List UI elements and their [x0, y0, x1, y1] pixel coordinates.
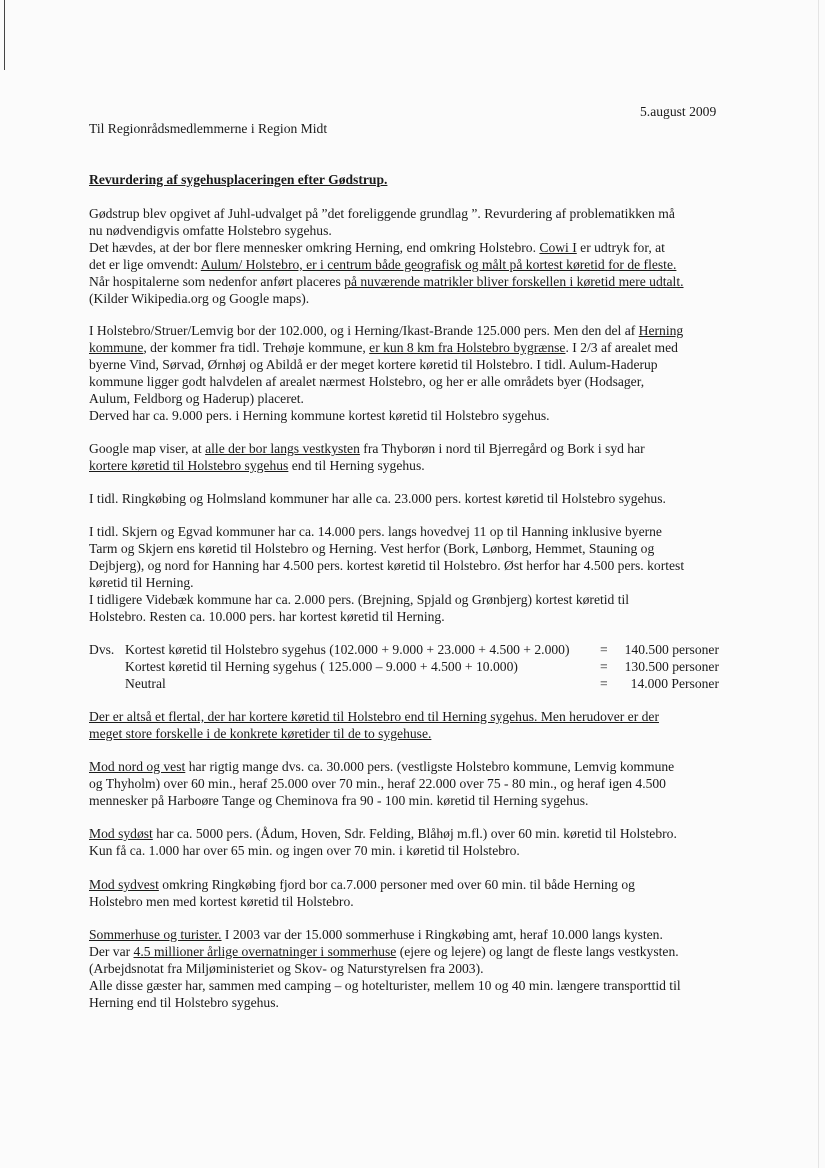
calc-description: Kortest køretid til Herning sygehus ( 125.000 – 9.000 + 4.500 + 10.000) — [125, 659, 518, 674]
p1-line4 — [89, 256, 676, 273]
p5-line3: Dejbjerg), og nord for Hanning har 4.500 pers. kortest køretid til Holstebro. Øst herfor har 4.500 pers. kortest — [89, 558, 685, 573]
underlined-text: på nuværende matrikler bliver forskellen i køretid mere udtalt. — [344, 274, 684, 289]
calc-description: Neutral — [125, 676, 166, 691]
calc-description: Kortest køretid til Holstebro sygehus (102.000 + 9.000 + 23.000 + 4.500 + 2.000) — [125, 642, 570, 657]
p8-line2: Kun få ca. 1.000 har over 65 min. og ingen over 70 min. i køretid til Holstebro. — [89, 843, 520, 858]
p6-line2 — [89, 725, 431, 742]
p10-line4: Alle disse gæster har, sammen med camping – og hotelturister, mellem 10 og 40 min. længere transporttid til — [89, 978, 681, 993]
text-span: end til Herning sygehus. — [288, 458, 425, 473]
p5-line4: køretid til Herning. — [89, 575, 194, 590]
p2-line1 — [89, 322, 683, 339]
scan-edge-line — [818, 0, 819, 1168]
p10-line5: Herning end til Holstebro sygehus. — [89, 995, 279, 1010]
p8-line1 — [89, 825, 677, 842]
underlined-text: Aulum/ Holstebro, er i centrum både geografisk og målt på kortest køretid for de fleste. — [200, 257, 677, 272]
p5-line1: I tidl. Skjern og Egvad kommuner har ca. 14.000 pers. langs hovedvej 11 op til Hanning inklusive byerne — [89, 524, 662, 539]
p7-line3: mennesker på Harboøre Tange og Cheminova fra 90 - 100 min. køretid til Herning sygehus. — [89, 793, 589, 808]
text-span: omkring Ringkøbing fjord bor ca.7.000 personer med over 60 min. til både Herning og — [158, 877, 635, 892]
underlined-text: alle der bor langs vestkysten — [205, 441, 360, 456]
text-span: . I 2/3 af arealet med — [565, 340, 678, 355]
p5-line6: Holstebro. Resten ca. 10.000 pers. har kortest køretid til Herning. — [89, 609, 445, 624]
calc-result: 140.500 personer — [624, 642, 719, 657]
underlined-text: Cowi I — [539, 240, 577, 255]
p2-line4: kommune ligger godt halvdelen af arealet nærmest Holstebro, og her er alle områdets byer (Hodsager, — [89, 374, 645, 389]
p2-line2 — [89, 339, 678, 356]
equals-sign: = — [600, 676, 608, 691]
text-span: I 2003 var der 15.000 sommerhuse i Ringkøbing amt, heraf 10.000 langs kysten. — [221, 927, 663, 942]
p1-line3 — [89, 239, 665, 256]
underlined-text: 4.5 millioner årlige overnatninger i sommerhuse — [133, 944, 397, 959]
text-span: , der kommer fra tidl. Trehøje kommune, — [143, 340, 370, 355]
p10-line1 — [89, 926, 663, 943]
text-span: det er lige omvendt: — [89, 257, 201, 272]
p4-line1: I tidl. Ringkøbing og Holmsland kommuner har alle ca. 23.000 pers. kortest køretid til Holstebro sygehus. — [89, 491, 666, 506]
p2-line6: Derved har ca. 9.000 pers. i Herning kommune kortest køretid til Holstebro sygehus. — [89, 408, 550, 423]
p1-line6: (Kilder Wikipedia.org og Google maps). — [89, 291, 310, 306]
p5-line5: I tidligere Videbæk kommune har ca. 2.000 pers. (Brejning, Spjald og Grønbjerg) kortest køretid til — [89, 592, 630, 607]
p1-line2: nu nødvendigvis omfatte Holstebro sygehus. — [89, 223, 332, 238]
underlined-text: er kun 8 km fra Holstebro bygrænse — [369, 340, 566, 355]
calc-row-neutral — [89, 675, 729, 692]
p9-line2: Holstebro men med kortest køretid til Holstebro. — [89, 894, 354, 909]
p10-line3: (Arbejdsnotat fra Miljøministeriet og Skov- og Naturstyrelsen fra 2003). — [89, 961, 484, 976]
p5-line2: Tarm og Skjern ens køretid til Holstebro og Herning. Vest herfor (Bork, Lønborg, Hemmet, Stauning og — [89, 541, 655, 556]
p10-line2 — [89, 943, 679, 960]
letter-date: 5.august 2009 — [640, 104, 717, 119]
p7-line2: og Thyholm) over 60 min., heraf 25.000 over 70 min., heraf 22.000 over 75 - 80 min., og heraf igen 4.500 — [89, 776, 666, 791]
p1-line5 — [89, 273, 684, 290]
text-span: har rigtig mange dvs. ca. 30.000 pers. (vestligste Holstebro kommune, Lemvig kommune — [185, 759, 675, 774]
text-span: Når hospitalerne som nedenfor anført placeres — [89, 274, 345, 289]
p3-line1 — [89, 440, 645, 457]
text-span: Google map viser, at — [89, 441, 206, 456]
calc-label: Dvs. — [89, 642, 115, 657]
text-span: Det hævdes, at der bor flere mennesker omkring Herning, end omkring Holstebro. — [89, 240, 540, 255]
p2-line3: byerne Vind, Sørvad, Ørnhøj og Abildå er der meget kortere køretid til Holstebro. I tidl. Aulum-Haderup — [89, 357, 658, 372]
underlined-text: Mod sydvest — [89, 877, 159, 892]
scan-edge-mark — [4, 0, 5, 70]
p9-line1 — [89, 876, 635, 893]
underlined-text: meget store forskelle i de konkrete køretider til de to sygehuse. — [89, 726, 432, 741]
underlined-text: Sommerhuse og turister. — [89, 927, 222, 942]
calc-row-herning — [89, 658, 729, 675]
p2-line5: Aulum, Feldborg og Haderup) placeret. — [89, 391, 304, 406]
underlined-text: kommune — [89, 340, 144, 355]
p3-line2 — [89, 457, 425, 474]
p7-line1 — [89, 758, 674, 775]
calc-result: 14.000 Personer — [630, 676, 719, 691]
calc-row-holstebro — [89, 641, 729, 658]
text-span: (ejere og lejere) og langt de fleste langs vestkysten. — [396, 944, 679, 959]
underlined-text: Der er altså et flertal, der har kortere køretid til Holstebro end til Herning sygehus. Men herudover er der — [89, 709, 659, 724]
text-span: er udtryk for, at — [576, 240, 665, 255]
underlined-text: kortere køretid til Holstebro sygehus — [89, 458, 289, 473]
recipient-line: Til Regionrådsmedlemmerne i Region Midt — [89, 121, 328, 136]
text-span: Der var — [89, 944, 134, 959]
text-span: I Holstebro/Struer/Lemvig bor der 102.000, og i Herning/Ikast-Brande 125.000 pers. Men den del af — [89, 323, 639, 338]
p1-line1: Gødstrup blev opgivet af Juhl-udvalget på ”det foreliggende grundlag ”. Revurdering af problematikken må — [89, 206, 675, 221]
underlined-text: Mod sydøst — [89, 826, 153, 841]
equals-sign: = — [600, 642, 608, 657]
text-span: har ca. 5000 pers. (Ådum, Hoven, Sdr. Felding, Blåhøj m.fl.) over 60 min. køretid til Holstebro. — [152, 826, 677, 841]
p6-line1 — [89, 708, 659, 725]
letter-title — [89, 171, 387, 188]
title-text: Revurdering af sygehusplaceringen efter Gødstrup. — [89, 172, 388, 187]
text-span: fra Thyborøn i nord til Bjerregård og Bork i syd har — [359, 441, 645, 456]
equals-sign: = — [600, 659, 608, 674]
underlined-text: Mod nord og vest — [89, 759, 186, 774]
underlined-text: Herning — [638, 323, 684, 338]
calc-result: 130.500 personer — [624, 659, 719, 674]
